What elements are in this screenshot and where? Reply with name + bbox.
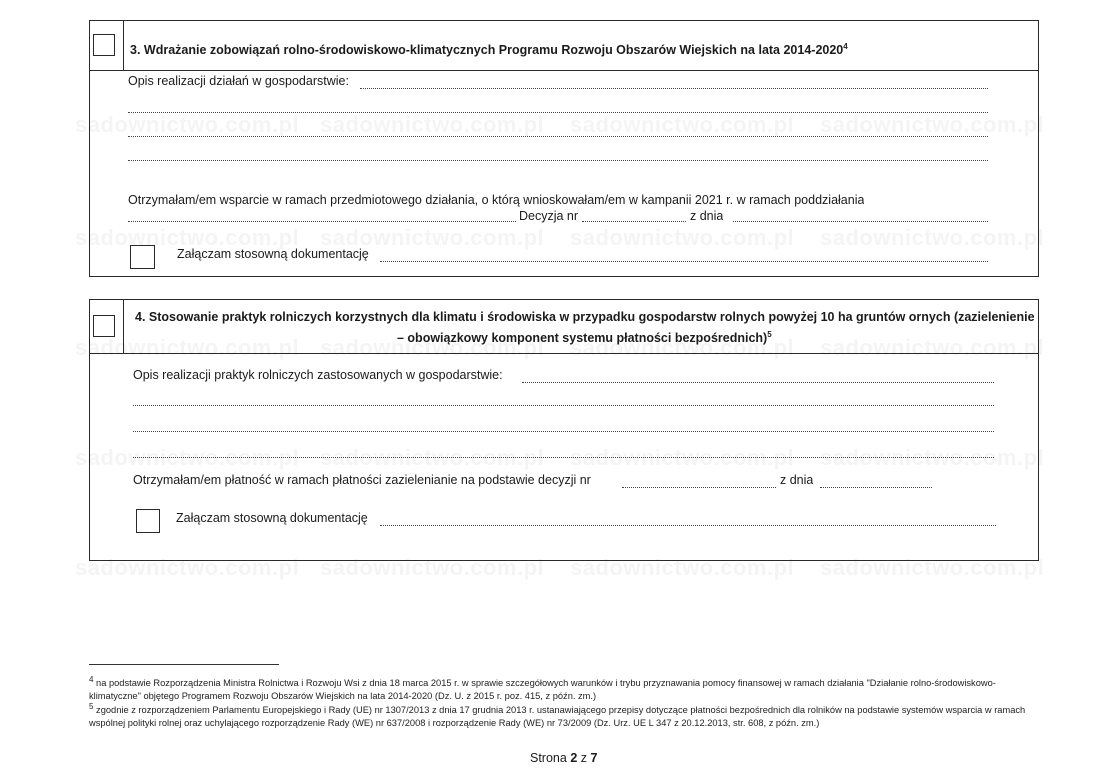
section-4-title-line-2 bbox=[135, 326, 1035, 347]
section-3 bbox=[89, 20, 1039, 277]
footnote-ref-5: 5 bbox=[767, 330, 772, 339]
section-3-header bbox=[90, 21, 1038, 71]
section-4-title-line-1: 4. Stosowanie praktyk rolniczych korzystnych dla klimatu i środowiska w przypadku gospodarstw rolnych powyżej 10 ha gruntów ornych (zazielenienie bbox=[135, 310, 1035, 324]
page-label: Strona bbox=[530, 751, 567, 765]
section-3-z-dnia-label: z dnia bbox=[690, 209, 724, 223]
section-4-date-field[interactable] bbox=[820, 487, 932, 488]
section-4-opis-line-2[interactable] bbox=[133, 405, 994, 406]
section-4-attach-label: Załączam stosowną dokumentację bbox=[176, 511, 368, 525]
section-3-title bbox=[130, 38, 1030, 59]
section-3-attach-checkbox[interactable] bbox=[130, 245, 155, 269]
section-3-opis-line-2[interactable] bbox=[128, 112, 988, 113]
section-4-opis-field[interactable] bbox=[522, 382, 994, 383]
section-3-decyzja-field[interactable] bbox=[582, 221, 686, 222]
page-total: 7 bbox=[590, 751, 598, 765]
section-4-header bbox=[90, 300, 1038, 354]
section-3-decyzja-label: Decyzja nr bbox=[519, 209, 579, 223]
section-4 bbox=[89, 299, 1039, 561]
footnote-5 bbox=[89, 700, 1039, 730]
section-3-date-field[interactable] bbox=[733, 221, 988, 222]
footnote-ref-4: 4 bbox=[843, 42, 848, 51]
section-3-checkbox[interactable] bbox=[93, 34, 115, 56]
section-3-opis-line-3[interactable] bbox=[128, 136, 988, 137]
footnote-separator bbox=[89, 664, 279, 665]
section-4-opis-line-3[interactable] bbox=[133, 431, 994, 432]
section-4-title bbox=[135, 309, 1035, 347]
section-4-checkbox-cell bbox=[90, 300, 124, 353]
section-4-attach-field[interactable] bbox=[380, 525, 996, 526]
section-3-attach-label: Załączam stosowną dokumentację bbox=[177, 247, 369, 261]
section-4-opis-label: Opis realizacji praktyk rolniczych zastosowanych w gospodarstwie: bbox=[133, 368, 503, 382]
section-4-checkbox[interactable] bbox=[93, 315, 115, 337]
section-4-attach-checkbox[interactable] bbox=[136, 509, 160, 533]
section-3-title-text: 3. Wdrażanie zobowiązań rolno-środowiskowo-klimatycznych Programu Rozwoju Obszarów Wiejskich na lata 2014-2020 bbox=[130, 43, 844, 58]
section-4-title-line-2-text: – obowiązkowy komponent systemu płatności bezpośrednich) bbox=[397, 331, 768, 346]
section-4-decision-field[interactable] bbox=[622, 487, 776, 488]
page-of: z bbox=[580, 751, 588, 765]
footnote-4-number: 4 bbox=[89, 675, 94, 684]
page-current: 2 bbox=[570, 751, 578, 765]
section-4-z-dnia-label: z dnia bbox=[780, 473, 814, 487]
section-3-checkbox-cell bbox=[90, 21, 124, 70]
footnote-4-text: na podstawie Rozporządzenia Ministra Rolnictwa i Rozwoju Wsi z dnia 18 marca 2015 r. w sprawie szczegółowych warunków i trybu przyznawania pomocy finansowej w ramach działania "Działanie rolno-środowiskowo-klimatyczne" objętego Programem Rozwoju Obszarów Wiejskich na lata 2014-2020 (Dz. U. z 2015 r. poz. 415, z późn. zm.) bbox=[89, 678, 996, 702]
section-3-opis-label: Opis realizacji działań w gospodarstwie: bbox=[128, 74, 349, 88]
section-3-attach-field[interactable] bbox=[380, 261, 988, 262]
footnote-5-text: zgodnie z rozporządzeniem Parlamentu Europejskiego i Rady (UE) nr 1307/2013 z dnia 17 grudnia 2013 r. ustanawiającego przepisy dotyczące płatności bezpośrednich dla rolników na podstawie systemów wsparcia w ramach wspólnej polityki rolnej oraz uchylającego rozporządzenie Rady (WE) nr 637/2008 i rozporządzenie Rady (WE) nr 73/2009 (Dz. Urz. UE L 347 z 20.12.2013, str. 608, z późn. zm.) bbox=[89, 705, 1026, 729]
footnote-4 bbox=[89, 673, 1039, 703]
section-3-poddzialanie-field[interactable] bbox=[128, 221, 516, 222]
section-4-opis-line-4[interactable] bbox=[133, 457, 994, 458]
section-3-support-text: Otrzymałam/em wsparcie w ramach przedmiotowego działania, o którą wnioskowałam/em w kampanii 2021 r. w ramach poddziałania bbox=[128, 193, 865, 207]
footnote-5-number: 5 bbox=[89, 702, 94, 711]
section-4-payment-text: Otrzymałam/em płatność w ramach płatności zazielenianie na podstawie decyzji nr bbox=[133, 473, 591, 487]
section-3-opis-line-4[interactable] bbox=[128, 160, 988, 161]
section-3-opis-field[interactable] bbox=[360, 88, 988, 89]
page-number bbox=[530, 751, 597, 765]
